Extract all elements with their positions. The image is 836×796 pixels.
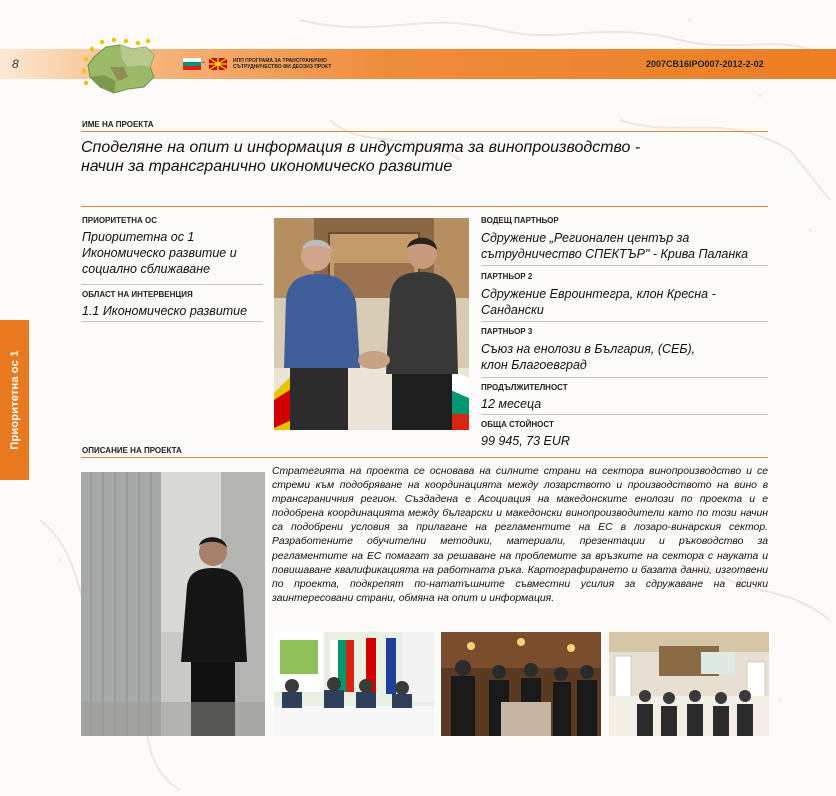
priority-axis-value: Приоритетна ос 1 Икономическо развитие и социално сближаване [82,230,237,276]
divider [81,284,263,285]
partner-3-value: Съюз на енолози в България, (СЕБ), клон Благоевград [481,342,696,372]
divider [481,321,768,322]
program-name: ИПП ПРОГРАМА ЗА ТРАНСГРАНИЧНО СЪТРУДНИЧЕСТВО ФИ ДЕОЗИЗ ПРОКТ [233,58,332,70]
partner-2-value: Сдружение Евроинтегра, клон Кресна - Сандански [481,287,716,317]
bulgaria-flag-icon [183,58,201,70]
divider [481,265,768,266]
divider [81,206,768,207]
program-logo [80,37,162,95]
total-cost-label: ОБЩА СТОЙНОСТ [481,420,554,429]
page-number: 8 [12,57,19,71]
macedonia-flag-icon [209,58,227,70]
divider [81,457,768,458]
duration-value: 12 месеца [481,397,542,411]
handshake-photo [274,218,469,430]
description-label: ОПИСАНИЕ НА ПРОЕКТА [82,446,182,455]
project-title: Споделяне на опит и информация в индустрията за винопроизводство - начин за трансгранично икономическо развитие [81,139,641,175]
divider [481,377,768,378]
intervention-area-value: 1.1 Икономическо развитие [82,304,248,318]
duration-label: ПРОДЪЛЖИТЕЛНОСТ [481,383,568,392]
project-name-label: ИМЕ НА ПРОЕКТА [82,120,154,129]
lead-partner-value: Сдружение „Регионален център за сътрудничество СПЕКТЪР" - Крива Паланка [481,231,749,261]
conference-hall-photo [609,632,769,736]
lead-partner-label: ВОДЕЩ ПАРТНЬОР [481,216,559,225]
winery-photo [81,472,265,736]
partner-2-label: ПАРТНЬОР 2 [481,272,533,281]
intervention-area-label: ОБЛАСТ НА ИНТЕРВЕНЦИЯ [82,290,193,299]
total-cost-value: 99 945, 73 EUR [481,434,570,448]
reception-photo [441,632,601,736]
priority-axis-label: ПРИОРИТЕТНА ОС [82,216,158,225]
partner-3-label: ПАРТНЬОР 3 [481,327,533,336]
press-conference-photo [274,632,434,736]
project-code: 2007CB16IPO007-2012-2-02 [646,59,764,69]
divider [81,131,768,132]
divider [481,414,768,415]
side-tab-label: Приоритетна ос 1 [9,350,21,450]
divider [81,321,263,322]
flag-separator: - [202,57,205,67]
project-description: Стратегията на проекта се основава на силните страни на сектора винопроизводство и се стреми към подобряване на координацията между лозарството и производството на вино в трансграничния регион. Създадена е Асоциация на македонските енолози по проекта и е подобрена координацията между български и македонски винопроизводители като по този начин са подобрени условия за прилагане на регламентите на ЕС в лозаро-винарския сектор. Разработените обучителни методики, материали, презентации и ръководство за регламентите на ЕС помагат за решаване на проблемите за връзките на сектора с науката и повишаване квалификацията на работната ръка. Картографирането и базата данни, изготвени по проекта, подкрепят по-нататъшните съвместни усилия за сдружаване на всички заинтересовани страни, обмяна на опит и информация. [272,466,768,604]
